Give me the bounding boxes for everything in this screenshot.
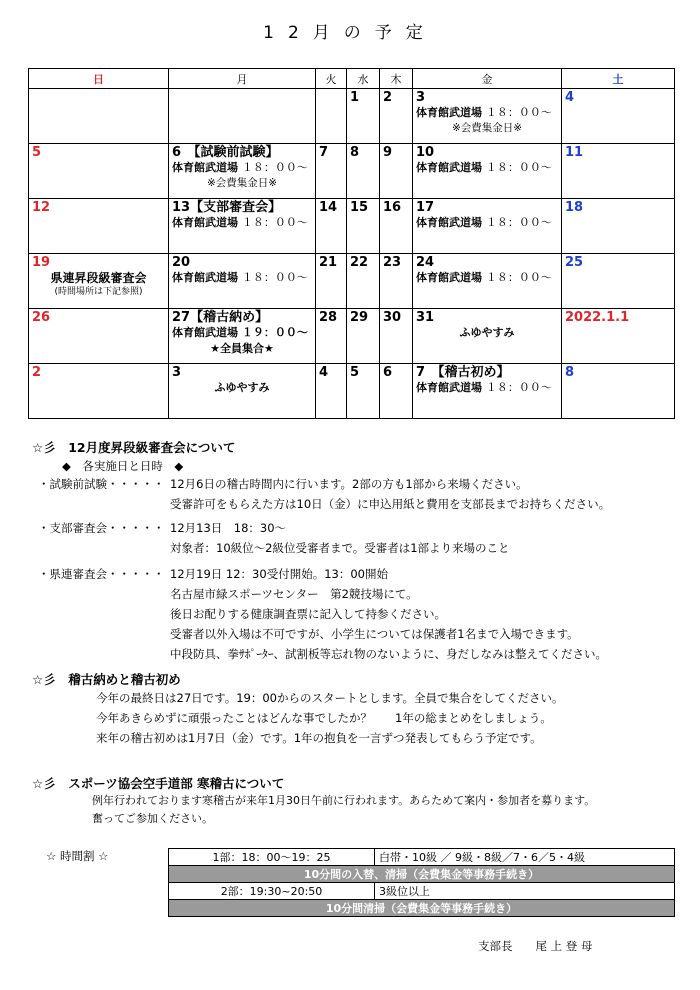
header-thursday: 木 [380, 69, 413, 89]
cleanup-band: 10分間清掃（会費集金等事務手続き） [169, 900, 675, 917]
text-line: 今年あきらめずに頑張ったことはどんな事でしたか？ 1年の総まとめをしましょう。 [96, 711, 552, 725]
day-number: 5 [350, 365, 360, 380]
day-cell-tuesday [316, 199, 347, 254]
venue: 体育館武道場 [172, 161, 238, 174]
day-cell-saturday [562, 309, 675, 364]
day-number: 18 [565, 200, 584, 215]
day-cell-thursday [380, 254, 413, 309]
day-cell-thursday [380, 309, 413, 364]
day-cell-sunday [29, 199, 169, 254]
day-cell-sunday [29, 254, 169, 309]
session-time: 2部：19:30~20:50 [169, 883, 375, 900]
day-number: 22 [350, 255, 369, 270]
section-subheading: ◆ 各実施日と日時 ◆ [62, 459, 184, 473]
day-cell-tuesday [316, 364, 347, 419]
day-cell-thursday [380, 144, 413, 199]
time: １８：００～ [241, 271, 308, 284]
text-line: 12月19日 12：30受付開始。13：00開始 [170, 567, 388, 581]
day-number: 16 [383, 200, 402, 215]
note: ★全員集合★ [210, 342, 274, 355]
day-cell-friday [413, 144, 562, 199]
event-title: 県連昇段級審査会 [50, 271, 147, 285]
day-number: 2 [383, 90, 393, 105]
timetable-row [169, 883, 675, 900]
day-cell-monday [169, 89, 316, 144]
calendar-week-3 [29, 199, 675, 254]
session-time: 1部：18：00～19：25 [169, 849, 375, 866]
section-heading-exam: ☆彡 12月度昇段級審査会について [32, 440, 236, 455]
practice-line [413, 160, 561, 176]
item-body-pre-exam [170, 474, 610, 514]
day-number: 14 [319, 200, 338, 215]
venue: 体育館武道場 [416, 216, 482, 229]
day-number: 31 [416, 310, 435, 325]
day-number: 8 [565, 365, 575, 380]
day-number: 17 [416, 200, 435, 215]
timetable-label: ☆ 時間割 ☆ [46, 849, 109, 863]
day-cell-wednesday [347, 144, 380, 199]
day-cell-friday [413, 89, 562, 144]
practice-line [169, 215, 315, 231]
day-number: 15 [350, 200, 369, 215]
day-cell-tuesday [316, 89, 347, 144]
day-cell-monday [169, 309, 316, 364]
day-cell-friday [413, 254, 562, 309]
day-number: 21 [319, 255, 338, 270]
header-monday: 月 [169, 69, 316, 89]
day-number: 11 [565, 145, 584, 160]
venue: 体育館武道場 [416, 161, 482, 174]
text-line: 12月6日の稽古時間内に行います。2部の方も1部から来場ください。 [170, 477, 528, 491]
calendar-week-2 [29, 144, 675, 199]
day-cell-saturday [562, 254, 675, 309]
day-number: 12 [32, 200, 51, 215]
practice-line [169, 160, 315, 176]
header-saturday: 土 [562, 69, 675, 89]
day-cell-thursday [380, 199, 413, 254]
day-cell-friday [413, 309, 562, 364]
day-number: 4 [319, 365, 329, 380]
calendar-week-1 [29, 89, 675, 144]
text-line: 受審者以外入場は不可ですが、小学生については保護者1名まで入場できます。 [170, 627, 579, 641]
day-number: 30 [383, 310, 402, 325]
day-cell-thursday [380, 89, 413, 144]
item-body-prefecture-exam [170, 564, 607, 664]
day-number: 27【稽古納め】 [172, 310, 269, 325]
section-body-winter-training [92, 792, 595, 828]
text-line: 来年の稽古初めは1月7日（金）です。1年の抱負を一言ずつ発表してもらう予定です。 [96, 731, 542, 745]
venue: 体育館武道場 [416, 106, 482, 119]
calendar-week-5 [29, 309, 675, 364]
note: ふゆやすみ [459, 326, 515, 339]
calendar-header-row [29, 69, 675, 89]
section-heading-winter-training: ☆彡 スポーツ協会空手道部 寒稽古について [32, 776, 285, 791]
venue: 体育館武道場 [172, 326, 238, 339]
day-cell-monday [169, 199, 316, 254]
text-line: 奮ってご参加ください。 [92, 812, 213, 825]
day-cell-friday [413, 364, 562, 419]
note: ※会費集金日※ [451, 122, 523, 134]
time: １８：００～ [241, 161, 308, 174]
day-number: 23 [383, 255, 402, 270]
venue: 体育館武道場 [416, 271, 482, 284]
text-line: 12月13日 18：30～ [170, 521, 287, 535]
day-cell-monday [169, 144, 316, 199]
practice-line [413, 105, 561, 121]
day-number: 9 [383, 145, 393, 160]
time: １８：００～ [485, 381, 552, 394]
event-note: (時間場所は下記参照) [54, 287, 143, 297]
day-number: 28 [319, 310, 338, 325]
day-number: 8 [350, 145, 360, 160]
day-cell-tuesday [316, 309, 347, 364]
day-number: 1 [350, 90, 360, 105]
day-cell-tuesday [316, 254, 347, 309]
practice-line [169, 270, 315, 286]
day-cell-sunday [29, 309, 169, 364]
timetable [168, 848, 675, 917]
day-cell-sunday [29, 89, 169, 144]
signature: 支部長 尾 上 登 母 [478, 939, 593, 953]
timetable-band [169, 900, 675, 917]
day-number: 19 [32, 255, 51, 270]
item-body-branch-exam [170, 518, 510, 558]
header-friday: 金 [413, 69, 562, 89]
time: １８：００～ [485, 216, 552, 229]
day-number: 26 [32, 310, 51, 325]
day-number: 10 [416, 145, 435, 160]
text-line: 名古屋市緑スポーツセンター 第2競技場にて。 [170, 587, 418, 601]
item-label-prefecture-exam: ・県連審査会・・・・・ [38, 567, 165, 581]
day-number: 13【支部審査会】 [172, 200, 282, 215]
day-number: 24 [416, 255, 435, 270]
day-cell-sunday [29, 144, 169, 199]
day-number: 3 [416, 90, 426, 105]
day-number: 5 [32, 145, 42, 160]
day-cell-sunday [29, 364, 169, 419]
item-label-pre-exam: ・試験前試験・・・・・ [38, 477, 165, 491]
text-line: 対象者：10級位～2級位受審者まで。受審者は1部より来場のこと [170, 541, 510, 555]
day-cell-wednesday [347, 89, 380, 144]
header-tuesday: 火 [316, 69, 347, 89]
day-cell-saturday [562, 364, 675, 419]
item-label-branch-exam: ・支部審査会・・・・・ [38, 521, 165, 535]
time: １８：００～ [485, 106, 552, 119]
text-line: 受審許可をもらえた方は10日（金）に申込用紙と費用を支部長までお持ちください。 [170, 497, 611, 511]
section-body-year-end [96, 688, 564, 748]
practice-line [413, 380, 561, 396]
day-cell-tuesday [316, 144, 347, 199]
note: ※会費集金日※ [206, 177, 278, 189]
day-number: 3 [172, 365, 182, 380]
note: ふゆやすみ [214, 381, 270, 394]
practice-line [413, 270, 561, 286]
section-heading-year-end: ☆彡 稽古納めと稽古初め [32, 672, 181, 687]
day-number: 4 [565, 90, 575, 105]
time: １８：００～ [485, 161, 552, 174]
day-number: 7 【稽古初め】 [416, 365, 510, 380]
header-sunday: 日 [29, 69, 169, 89]
day-cell-saturday [562, 199, 675, 254]
header-wednesday: 水 [347, 69, 380, 89]
day-number: 7 [319, 145, 329, 160]
text-line: 今年の最終日は27日です。19：00からのスタートとします。全員で集合をしてください。 [96, 691, 564, 705]
practice-line [413, 215, 561, 231]
day-cell-wednesday [347, 199, 380, 254]
day-number: 2022.1.1 [565, 310, 630, 325]
day-cell-wednesday [347, 309, 380, 364]
time: １８：００～ [485, 271, 552, 284]
day-number: 29 [350, 310, 369, 325]
text-line: 中段防具、拳ｻﾎﾟｰﾀｰ、試割板等忘れ物のないように、身だしなみは整えてください。 [170, 647, 607, 661]
venue: 体育館武道場 [172, 271, 238, 284]
day-number: 20 [172, 255, 191, 270]
page-title: 12月の予定 [263, 23, 437, 43]
calendar-table [28, 68, 675, 419]
day-number: 25 [565, 255, 584, 270]
day-cell-saturday [562, 144, 675, 199]
day-cell-wednesday [347, 254, 380, 309]
session-desc: 白帯・10級 ／ 9級・8級／7・6／5・4級 [375, 849, 675, 866]
venue: 体育館武道場 [172, 216, 238, 229]
day-cell-monday [169, 254, 316, 309]
day-cell-friday [413, 199, 562, 254]
time: １９：００～ [241, 326, 308, 339]
text-line: 例年行われております寒稽古が来年1月30日午前に行われます。あらためて案内・参加者を募ります。 [92, 794, 596, 807]
day-cell-saturday [562, 89, 675, 144]
time: １８：００～ [241, 216, 308, 229]
break-band: 10分間の入替、清掃（会費集金等事務手続き） [169, 866, 675, 883]
calendar-week-6 [29, 364, 675, 419]
day-cell-wednesday [347, 364, 380, 419]
day-cell-thursday [380, 364, 413, 419]
timetable-row [169, 849, 675, 866]
day-cell-monday [169, 364, 316, 419]
day-number: 6 [383, 365, 393, 380]
calendar-week-4 [29, 254, 675, 309]
session-desc: 3級位以上 [375, 883, 675, 900]
text-line: 後日お配りする健康調査票に記入して持参ください。 [170, 607, 446, 621]
venue: 体育館武道場 [416, 381, 482, 394]
timetable-band [169, 866, 675, 883]
day-number: 6 【試験前試験】 [172, 145, 279, 160]
day-number: 2 [32, 365, 42, 380]
practice-line [169, 325, 315, 341]
